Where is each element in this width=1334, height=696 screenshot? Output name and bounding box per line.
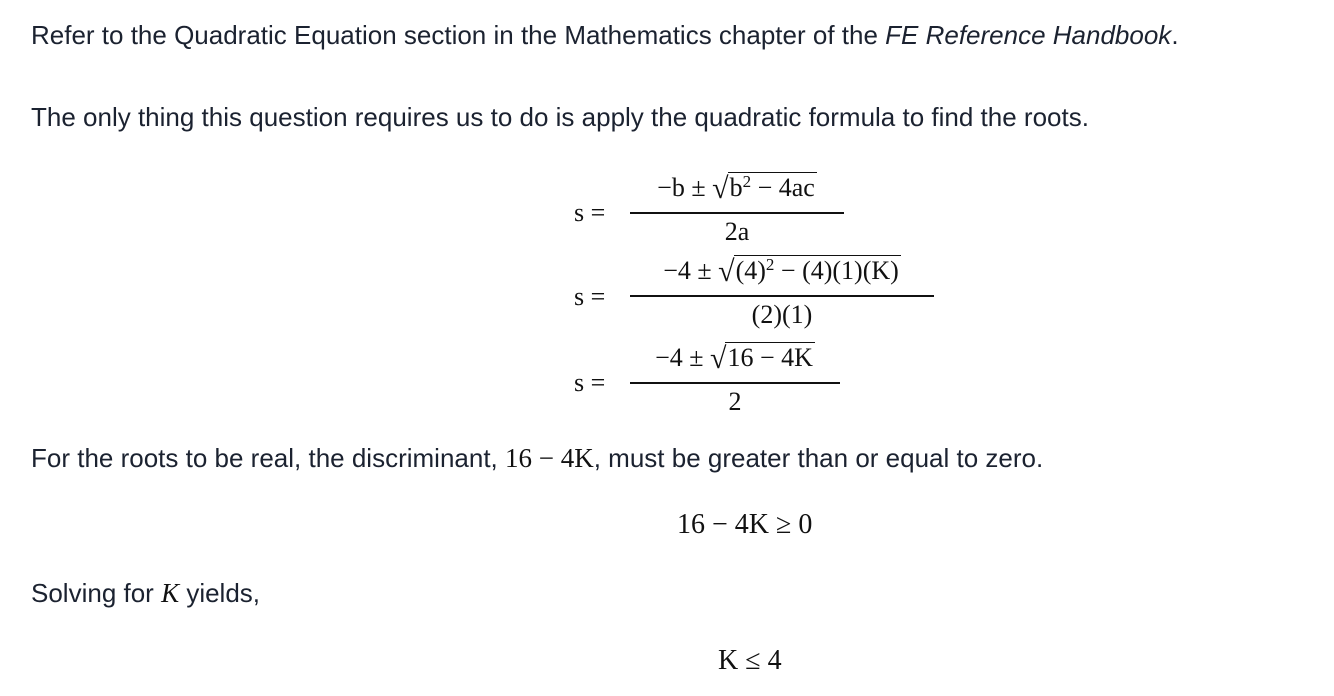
discriminant-expression: 16 − 4K (505, 443, 594, 473)
eq2-denominator: (2)(1) (751, 300, 813, 329)
eq3-lhs: s = (574, 368, 606, 397)
eq1-fraction (630, 170, 844, 250)
eq1-radicand-b: − 4ac (751, 173, 815, 202)
solving-paragraph (31, 580, 260, 607)
discriminant-text-before: For the roots to be real, the discriminant, (31, 443, 505, 473)
intro-period: . (1171, 20, 1179, 50)
handbook-title: FE Reference Handbook (885, 20, 1172, 50)
solving-text-after: yields, (179, 578, 261, 608)
eq2-fraction (630, 253, 934, 333)
intro-text: Refer to the Quadratic Equation section in the Mathematics chapter of the (31, 20, 886, 50)
discriminant-paragraph (31, 445, 1043, 472)
eq1-radical (712, 172, 817, 204)
eq2-radicand (734, 255, 901, 286)
eq3-fraction-bar (630, 382, 840, 384)
result-inequality: K ≤ 4 (718, 645, 782, 676)
eq1-denominator: 2a (724, 217, 750, 246)
eq1-fraction-bar (630, 212, 844, 214)
eq2-num-pre: −4 ± (663, 256, 719, 285)
eq3-fraction (630, 340, 840, 420)
discriminant-inequality: 16 − 4K ≥ 0 (677, 509, 813, 540)
eq2-radicand-sup: 2 (765, 255, 775, 274)
eq3-numerator (630, 342, 840, 374)
eq1-radicand-sup: 2 (742, 172, 752, 191)
eq1-num-pre: −b ± (657, 173, 713, 202)
eq3-radical (710, 342, 815, 374)
discriminant-text-after: , must be greater than or equal to zero. (593, 443, 1044, 473)
eq1-radicand (728, 172, 817, 203)
sqrt-icon: √ (718, 255, 735, 288)
solving-text-before: Solving for (31, 578, 162, 608)
eq2-radicand-b: − (4)(1)(K) (774, 256, 899, 285)
instruction-paragraph: The only thing this question requires us to do is apply the quadratic formula to find the roots. (31, 102, 1089, 132)
eq1-radicand-a: b (729, 173, 743, 202)
intro-paragraph (31, 22, 1179, 48)
eq2-radicand-a: (4) (735, 256, 766, 285)
sqrt-icon: √ (712, 172, 729, 205)
eq2-fraction-bar (630, 295, 934, 297)
eq3-denominator: 2 (728, 387, 742, 416)
solving-variable: K (161, 578, 180, 608)
eq1-numerator (630, 172, 844, 204)
eq1-lhs: s = (574, 198, 606, 227)
eq2-lhs: s = (574, 282, 606, 311)
eq3-radicand: 16 − 4K (727, 343, 813, 372)
sqrt-icon: √ (710, 342, 727, 375)
eq3-num-pre: −4 ± (655, 343, 710, 372)
eq2-numerator (630, 255, 934, 287)
eq2-radical (718, 255, 901, 287)
